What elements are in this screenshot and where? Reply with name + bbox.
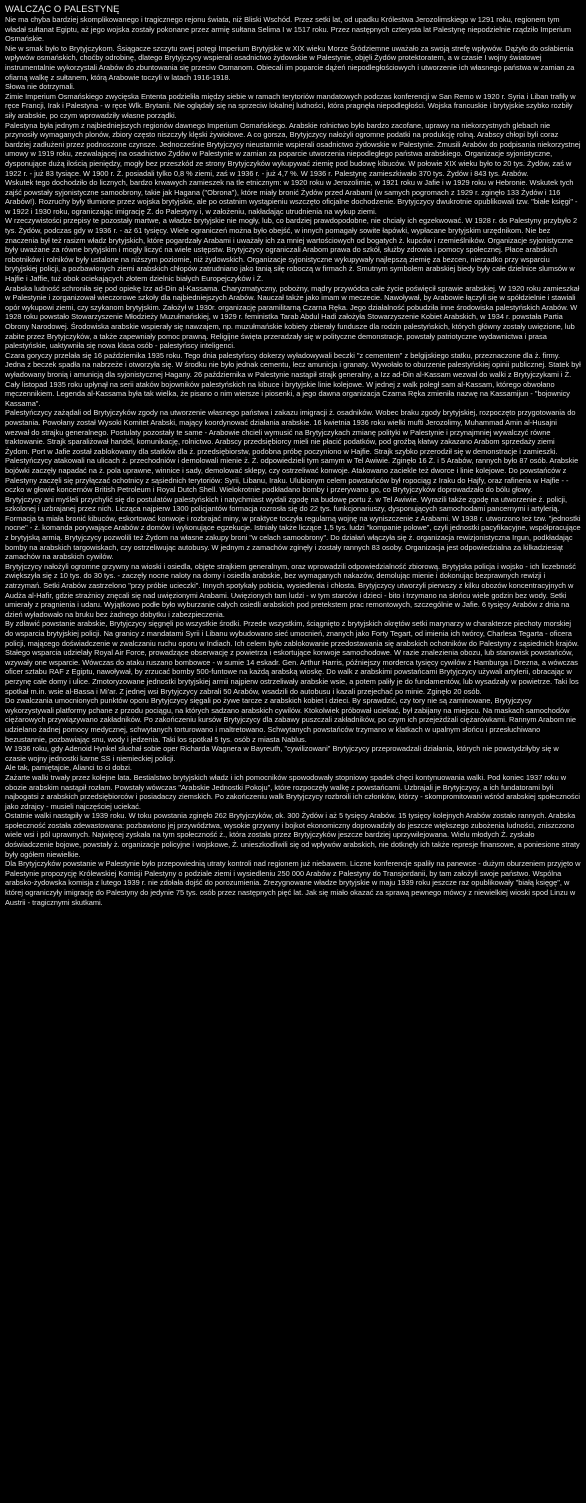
article-paragraph: Ale tak, pamiętajcie, Alianci to ci dobzi. <box>5 763 132 773</box>
article-paragraph: W rzeczywistości przepisy te pozostały martwe, a władze brytyjskie nie mogły, lub, co bardziej prawdopodobne, nie chciały ich egzekwować. W 1928 r. do Palestyny przybyło 2 tys. Żydów, podczas gdy w 1936 r. - aż 61 tysięcy. Wiele ograniczeń można było obejść, w innych pomagały sowite łapówki, wypłacane brytyjskim urzędnikom. Nie bez znaczenia był też rasizm władz brytyjskich, które pogardzały Arabami i uważały ich za mniej wartościowych od bogatych ż. kupców i rzemieślników. Organizacje syjonistyczne były uważane za równe brytyjskim i mogły liczyć na wiele ustępstw. Brytyjczycy ograniczali Arabom prawa do szkół, służby zdrowia i pomocy społecznej. Płace arabskich robotników i rolników były ustalone na niższym poziomie, niż żydowskich. Organizacje syjonistyczne wykupywały najlepszą ziemię za bezcen, nierzadko przy wsparciu brytyjskiej policji, a pozbawionych ziemi arabskich chłopów zatrudniano jako tanią siłę roboczą w firmach ż. Smutnym symbolem arabskiej biedy były całe dzielnice slumsów w Hajfie i Jaffie, tuż obok ociekających złotem dzielnic białych Europejczyków i Ż. <box>5 216 578 284</box>
article-paragraph: Nie w smak było to Brytyjczykom. Śsiągacze szczytu swej potęgi Imperium Brytyjskie w XIX wieku Morze Śródziemne uważało za swoją strefę wpływów. Dążyło do osłabienia wpływów osmańskich, choćby odrobinę, dlatego Brytyjczycy wspierali osadnictwo żydowskie w Palestynie, objęli Żydów protektoratem, a w czasie I wojny światowej instrumentalnie wykorzystali Arabów do zbuntowania się przeciw Osmanom. Obiecali im poparcie dążeń niepodległościowych i utworzenie ich własnego państwa w zamian za ofiarną walkę z sułtanem, którą Arabowie toczyli w latach 1916-1918. <box>5 43 575 82</box>
article-paragraph: Nie ma chyba bardziej skomplikowanego i tragicznego rejonu świata, niż Bliski Wschód. Przez setki lat, od upadku Królestwa Jerozolimskiego w 1291 roku, regionem tym władał sułtanat Egiptu, aż jego wojska zostały pokonane przez armię sułtana Selima I w 1517 roku. Przez następnych czterysta lat Palestynę niepodzielnie rządziło Imperium Osmańskie. <box>5 15 572 44</box>
article-paragraph: Brytyjczycy ani myśleli przychylić się do postulatów palestyńskich i natychmiast wydali zgodę na budowę portu ż. w Tel Awiwie. Wyrazili także zgodę na utworzenie ż. policji, szkolonej i uzbrajanej przez nich. Licząca najpierw 1300 policjantów formacja rozrosła się do 22 tys. funkcjonariuszy, dysponujących samochodami pancernymi i artylerią. Formacja ta miała bronić kibuców, eskortować konwoje i rozbrajać miny, w praktyce toczyła regularną wojnę na wyniszczenie z Arabami. W 1938 r. utworzono też tzw. "jednostki nocne" - ż. komanda porywające Arabów z domów i wykonujące egzekucje. Istniały także liczące 1,5 tys. ludzi "kompanie polowe", czyli jednostki pacyfikacyjne, współpracujące z brytyjską armią. Brytyjczycy pozwolili też Żydom na własne zakupy broni "w celach samoobrony". Do działań włączyła się ż. organizacja rewizjonistyczna Irgun, podkładając bomby na arabskich targowiskach, czy ostrzeliwując autobusy. W jednym z zamachów zginęły i zostały rannych 83 osoby. Organizacja jest odpowiedzialna za kilkadziesiąt zamachów na arabskich cywilów. <box>5 494 581 562</box>
article-paragraph: Wskutek tego dochodziło do licznych, bardzo krwawych zamieszek na tle etnicznym: w 1920 roku w Jerozolimie, w 1921 roku w Jafie i w 1929 roku w Hebronie. Wskutek tych zajść powstały syjonistyczne samoobrony, takie jak Hagana ("Obrona"), które miały bronić Żydów przed Arabami (w samych pogromach z 1929 r. zginęło 133 Żydów i 116 Arabów!). Rozruchy były tłumione przez wojska brytyjskie, ale po ostatnim wystąpieniu wszczęto oficjalne dochodzenie. Brytyjczycy dwukrotnie opublikowali tzw. "białe księgi" - w 1922 i 1930 roku, ograniczając imigrację Ż. do Palestyny i, w założeniu, nakładając utrudnienia na wykup ziemi. <box>5 178 578 216</box>
article-paragraph: By zdławić powstanie arabskie, Brytyjczycy sięgnęli po wszystkie środki. Przede wszystkim, ściągnięto z brytyjskich okrętów setki marynarzy w charakterze piechoty morskiej do wsparcia brytyjskiej policji. Na granicy z mandatami Syrii i Libanu wybudowano sieć umocnień, znanych jako Forty Tegart, od imienia ich twórcy, Charlesa Tegarta - oficera policji, mającego doświadczenie w zwalczaniu ruchu oporu w Indiach. Ich celem było zablokowanie przedostawania się arabskich ochotników do Palestyny z sąsiednich krajów. Stałego wsparcia udzielały Royal Air Force, prowadzące obserwację z powietrza i eskortujące konwoje samochodowe. W razie znalezienia obozu, lub stanowisk powstańców, wzywały one wsparcie. Wówczas do ataku ruszano bombowce - w sumie 14 eskadr. Gen. Arthur Harris, późniejszy morderca tysięcy cywilów z Hamburga i Drezna, a wówczas oficer sztabu RAF z Egiptu, nawoływał, by zrzucać bomby 500-funtowe na każdą arabską wioskę. Do walk z arabskimi powstańcami Brytyjczycy używali artylerii, obracając w perzynę całe domy i ulice. Zmotoryzowane jednostki brytyjskiej armii najpierw ostrzeliwały arabskie wsie, a potem paliły je do fundamentów, lub wysadzały w powietrze. Taki los spotkał m.in. wsie al-Bassa i Mi'ar. Z jednej wsi Brytyjczycy zabrali 50 Arabów, wsadzili do autobusu i kazali przejechać po minie. Zginęło 20 osób. <box>5 619 579 696</box>
article-paragraph: Arabska ludność schroniła się pod opiekę Izz ad-Din al-Kassama. Charyzmatyczny, pobożny, mądry przywódca całe życie poświęcił sprawie arabskiej. W 1920 roku zamieszkał w Palestynie i zorganizował wieczorowe szkoły dla najbiedniejszych Arabów. Nauczał także jako imam w meczecie. Nawoływał, by Arabowie łączyli się w spółdzielnie i stawiali opór wykupowi ziemi, czy szykanom brytyjskim. Założył w 1930r. organizację paramilitarną Czarna Ręka. Jego działalność pobudziła inne środowiska palestyńskich Arabów. W 1928 roku powstało Stowarzyszenie Młodzieży Muzułmańskiej, w 1929 r. feministka Tarab Abdul Hadi założyła Stowarzyszenie Kobiet Arabskich, w 1934 r. powstała Partia Obrony Narodowej. Środowiska arabskie wspierały się nawzajem, np. muzułmańskie kobiety zbierały fundusze dla rodzin palestyńskich, których główny zostały uwięzione, lub zabite przez Brytyjczyków, a także zapewniały pomoc prawną. Religijne święta przeradzały się w polityczne demonstracje, powstały patriotyczne wydawnictwa i prasa palestyńskie, uaktywniła się nowa klasa osób - palestyńscy inteligenci. <box>5 283 580 351</box>
article-paragraph: Do zwalczania umocnionych punktów oporu Brytyjczycy sięgali po żywe tarcze z arabskich kobiet i dzieci. By sprawdzić, czy tory nie są zaminowane, Brytyjczycy wykorzystywali platformy pchane z przodu pociągu, na których sadzano arabskich cywilów. Ktokolwiek próbował uciekać, był zabijany na miejscu. Na maskach samochodów ciężarowych przywiązywano zakładników. Po zakończeniu kursów Brytyjczycy dla zabawy puszczali zakładników, po czym ich przejeżdżali ciężarówkami. Rannym Arabom nie udzielano żadnej pomocy medycznej, schwytanych torturowano i maltretowano. Schwytanych powstańców trzymano w klatkach w upalnym słońcu i przesłuchiwano bezustannie, pozbawiając snu, wody i jedzenia. Taki los spotkał 5 tys. osób z miasta Nablus. <box>5 696 576 744</box>
article-paragraph: Brytyjczycy nałożyli ogromne grzywny na wioski i osiedla, objęte strajkiem generalnym, oraz wprowadzili odpowiedzialność zbiorową. Brytyjska policja i wojsko - ich liczebność zwiększyła się z 10 tys. do 30 tys. - zaczęły nocne naloty na domy i osiedla arabskie, bez wymaganych nakazów, demolując mienie i dokonując bezprawnych rewizji i zatrzymań. Setki Arabów zastrzelono "przy próbie ucieczki". Innych spotykały pobicia, wysiedlenia i chłosta. Brytyjczycy utworzyli pierwszy z kilku obozów koncentracyjnych w Audża al-Hafir, gdzie strażnicy znęcali się nad uwięzionymi Arabami. Uwięzionych tam ludzi - w tym starców i dzieci - bito i trzymano na słońcu wiele godzin bez wody. Setki umierały z pragnienia i udaru. Wyjątkowo podłe było wyburzanie całych osiedli arabskich pod pretekstem prac remontowych, szczególnie w Jafie. 6 tysięcy Arabów z dnia na dzień wyładowało na bruku bez żadnego dobytku i zabezpieczenia. <box>5 561 576 619</box>
article-body <box>5 15 581 907</box>
article-paragraph: W 1936 roku, gdy Adenoid Hynkel słuchał sobie oper Richarda Wagnera w Bayreuth, "cywilizowani" Brytyjczycy przeprowadzali działania, których nie powstydziłyby się w czasie wojny jednostki karne SS i niemieckiej policji. <box>5 744 559 763</box>
article-paragraph: Zimie Imperium Osmańskiego zwycięska Ententa podzieliła między siebie w ramach terytoriów mandatowych podczas konferencji w San Remo w 1920 r. Syria i Liban trafiły w ręce Francji, Irak i Palestyna - w ręce Wlk. Brytanii. Nie oglądały się na sprzeciw lokalnej ludności, która pragnęła niepodległości. Wojska francuskie i brytyjskie szybko rozbiły siły arabskie, po czym wprowadziły własne porządki. <box>5 91 576 120</box>
article-paragraph: Palestyna była jednym z najbiedniejszych regionów dawnego Imperium Osmańskiego. Arabskie rolnictwo było bardzo zacofane, uprawy na niekorzystnych glebach nie przynosiły wymaganych plonów, zbiory często niszczyły klęski żywiołowe. A co gorsza, Brytyjczycy nałożyli ogromne podatki na produkcję rolną. Arabscy chłopi byli coraz bardziej zadłużeni przez podnoszone czynsze. Jednocześnie Brytyjczycy nieustannie wspierali osadnictwo żydowskie w Palestynie. Zmusili Arabów do podpisania niekorzystnej umowy w 1919 roku, zezwalającej na osadnictwo Żydów w Palestynie w zamian za poparcie utworzenia niepodległego państwa arabskiego. Organizacje syjonistyczne, dysponujące dużą ilością pieniędzy, mogły bez przeszkód ze strony Brytyjczyków wykupywać ziemię pod budowę kibuców. W połowie XIX wieku było to 20 tys. Żydów, zaś w 1922 r. - już 83 tysiące. W 1900 r. Ż. posiadali tylko 0,8 % ziemi, zaś w 1936 r. - już 4,7 %. W 1936 r. Palestynę zamieszkiwało 370 tys. Żydów i 843 tys. Arabów. <box>5 120 581 178</box>
article-paragraph: Dla Brytyjczyków powstanie w Palestynie było przepowiednią utraty kontroli nad regionem już niebawem. Liczne konferencje spaliły na panewce - dużym oburzeniem przyjęto w Palestynie propozycję Królewskiej Komisji Palestyny o podziale ziemi i wysiedleniu 250 000 Arabów z Palestyny do Transjordanii, by tam założyli swoje państwo. Wspólna arabsko-żydowska komisja z lutego 1939 r. nie zdołała dojść do porozumienia. Zrezygnowane władze brytyjskie w maju 1939 roku jeszcze raz opublikowały "białą księgę", w której ograniczyły imigrację do Palestyny do jedynie 75 tys. osób przez następnych pięć lat. Jak się miało okazać za sprawą pewnego mówcy z niewielkiej wioski spod Linzu w Austrii - tragicznymi skutkami. <box>5 859 581 907</box>
article-paragraph: Czara goryczy przelała się 16 października 1935 roku. Tego dnia palestyńscy dokerzy wyładowywali beczki "z cementem" z belgijskiego statku, przeznaczone dla ż. firmy. Jedna z beczek spadła na nabrzeże i otworzyła się. W środku nie było jednak cementu, lecz amunicja i granaty. Wywołało to oburzenie palestyńskiej opinii publicznej. Statek był wyładowany bronią i amunicją dla syjonistycznej Hagany. 26 października w Palestynie nastąpił strajk generalny, a Izz ad-Din al-Kassam wezwał do walki z Brytyjczykami i Ż. Cały listopad 1935 roku upłynął na serii ataków bojowników palestyńskich na kibuce i brytyjskie linie kolejowe. W jednej z walk poległ sam al-Kassam, którego obwołano męczennikiem. Legenda al-Kassama była tak wielka, że pisano o nim wiersze i piosenki, a jego dawna organizacja Czarna Ręka zmieniła nazwę na Kassamijun - "bojownicy Kassama". <box>5 350 581 408</box>
page-title: WALCZĄC O PALESTYNĘ <box>5 3 120 14</box>
article-paragraph: Słowa nie dotrzymali. <box>5 82 75 92</box>
article-paragraph: Ostatnie walki nastąpiły w 1939 roku. W toku powstania zginęło 262 Brytyjczyków, ok. 300 Żydów i aż 5 tysięcy Arabów. 15 tysięcy kolejnych Arabów zostało rannych. Arabska społeczność została zdewastowana: pozbawiono jej przywództwa, wysokie grzywny i bojkot ekonomiczny doprowadziły do jeszcze większego zubożenia ludności, zniszczono wiele wsi i pól uprawnych. Najwięcej zyskała na tym społeczność ż., która została przez Brytyjczyków jeszcze bardziej uprzywilejowana. Wielu młodych Ż. zyskało doświadczenie bojowe, powstały ż. organizacje policyjne i wojskowe, Ż. unieszkodliwili się od wpływów arabskich, nie dotknęły ich także represje finansowe, a poniesione straty były ogółem niewielkie. <box>5 811 580 859</box>
article-paragraph: Zażarte walki trwały przez kolejne lata. Bestialstwo brytyjskich władz i ich pomocników spowodowały stopniowy spadek chęci kontynuowania walki. Pod koniec 1937 roku w obozie arabskim nastąpił rozłam. Powstały wówczas "Arabskie Jednostki Pokoju", które rozpoczęły walkę z powstańcami. Uzbrajali je Brytyjczycy, a ich fundatorami byli najbogatsi z arabskich przedsiębiorców i posiadaczy ziemskich. Po zakończeniu walk Brytyjczycy rozbroili ich członków, którzy - skompromitowani wśród arabskiej społeczności jako zdrajcy - musieli najczęściej uciekać. <box>5 772 581 811</box>
article-paragraph: Palestyńczycy zażądali od Brytyjczyków zgody na utworzenie własnego państwa i zakazu imigracji ż. osadników. Wobec braku zgody brytyjskiej, rozpoczęto przygotowania do powstania. Powołany został Wysoki Komitet Arabski, mający koordynować działania arabskie. 16 kwietnia 1936 roku wielki mufti Jerozolimy, Muhammad Amin al-Husajni wezwał do strajku generalnego. Postulaty pozostały te same - Arabowie chcieli wymusić na Brytyjczykach zmianę polityki w Palestynie i przynajmniej wywalczyć równe traktowanie. Strajk sparaliżował handel, komunikację, rolnictwo. Arabscy przedsiębiorcy mieli nie płacić podatków, pod groźbą kłatwy zakazano Arabom sprzedaży ziemi Żydom. Port w Jafie został zablokowany dla statków dla ż. przedsiębiorstw, podobna próbę poczyniono w Hajfie. Strajk szybko przerodził się w demonstracje i zamieszki. Palestyńczycy atakowali na ulicach ż. przechodniów i demolowali mienie ż. Ż. odpowiedzieli tym samym w Tel Awiwie. Zginęło 16 Ż. i 5 Arabów, rannych było 87 osób. Arabskie bojówki zaczęły napadać na ż. pola uprawne, winnice i sady, demolować sklepy, czy ostrzeliwać konwoje. Atakowano zaciekle też dworce i linie kolejowe. Do powstańców z Palestyny zaczęli się przyłączać ochotnicy z sąsiednich terytoriów: Syrii, Libanu, Iraku. Ulubionym celem powstańców był ropociąg z Iraku do Hajfy, oraz rafineria w Hajfie - - oczko w głowie koncernów British Petroleum i Royal Dutch Shell. Wielokrotnie podkładano bomby i przerywano go, co Brytyjczyków doprowadzało do bólu głowy. <box>5 408 579 495</box>
